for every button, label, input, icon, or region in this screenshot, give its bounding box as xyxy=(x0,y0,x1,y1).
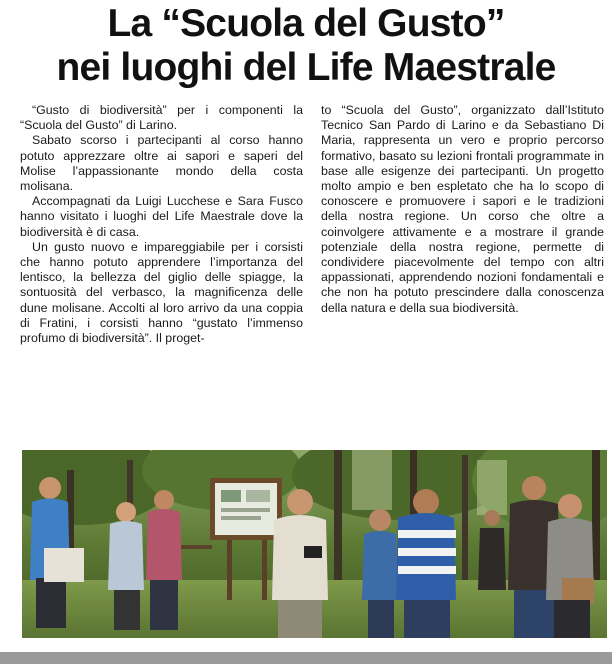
article-headline xyxy=(0,2,612,90)
paragraph: “Gusto di biodiversità” per i componenti la “Scuola del Gusto” di Larino. xyxy=(20,103,303,133)
article-photo xyxy=(22,450,607,638)
paragraph: Sabato scorso i partecipanti al corso hanno potuto apprezzare oltre ai sapori e saperi del Molise l’appassionante mondo della costa molisana. xyxy=(20,133,303,194)
paragraph: to “Scuola del Gusto”, organizzato dall’Istituto Tecnico San Pardo di Larino e da Sebastiano Di Maria, rappresenta un vero e proprio percorso formativo, basato su lezioni frontali programmate in base alle esigenze dei partecipanti. Un progetto molto ampio e ben espletato che ha lo scopo di conoscere e promuovere i sapori e le tradizioni della nostra regione. Un corso che oltre a coinvolgere attivamente e a mostrare il grande potenziale della nostra regione, permette di condividere piacevolmente del tempo con altri appassionati, apprendendo nozioni fondamentali e che non ha potuto prescindere dalla conoscenza della natura e della sua biodiversità. xyxy=(321,103,604,315)
headline-line-1: La “Scuola del Gusto” xyxy=(107,2,505,45)
page-bottom-border xyxy=(0,652,612,664)
paragraph: Accompagnati da Luigi Lucchese e Sara Fusco hanno visitato i luoghi del Life Maestrale dove la biodiversità è di casa. xyxy=(20,194,303,239)
group-photo-illustration xyxy=(22,450,607,638)
article-column-right xyxy=(321,103,604,443)
paragraph: Un gusto nuovo e impareggiabile per i corsisti che hanno potuto apprendere l’importanza del lentisco, la bellezza del giglio delle spiagge, la sontuosità del verbasco, la magnificenza delle dune molisane. Accolti al loro arrivo da una coppia di Fratini, i corsisti hanno “gustato l’immenso profumo di biodiversità”. Il proget- xyxy=(20,239,303,346)
headline-line-2: nei luoghi del Life Maestrale xyxy=(56,46,556,89)
article-column-left xyxy=(20,103,303,443)
article-body xyxy=(20,103,604,443)
